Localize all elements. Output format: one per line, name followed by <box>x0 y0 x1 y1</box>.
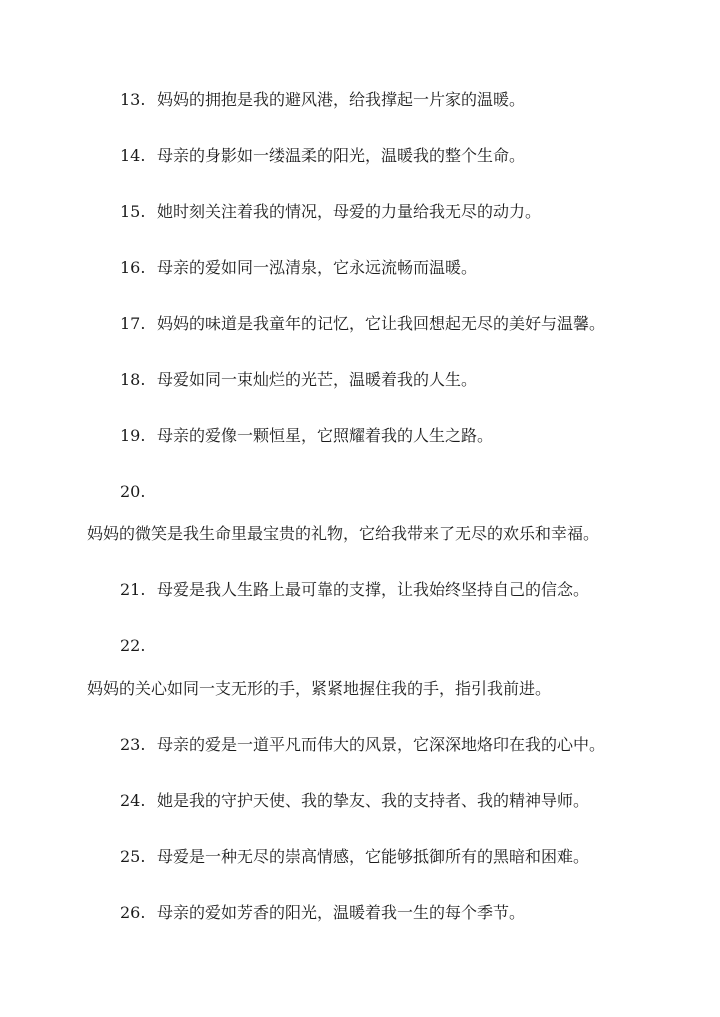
item-text: 母爱是我人生路上最可靠的支撑，让我始终坚持自己的信念。 <box>157 580 590 599</box>
list-item <box>120 735 605 755</box>
item-text: 母爱如同一束灿烂的光芒，温暖着我的人生。 <box>157 370 478 389</box>
item-number: 20. <box>120 482 146 501</box>
item-number: 22. <box>120 636 146 655</box>
item-text: 她是我的守护天使、我的挚友、我的支持者、我的精神导师。 <box>157 791 590 810</box>
item-text: 母亲的爱如芳香的阳光，温暖着我一生的每个季节。 <box>157 903 526 922</box>
item-number: 16. <box>120 258 146 277</box>
item-number: 13. <box>120 90 146 109</box>
list-item <box>120 146 525 166</box>
list-item <box>120 791 589 811</box>
item-number: 24. <box>120 791 146 810</box>
item-number: 26. <box>120 903 146 922</box>
item-text: 妈妈的微笑是我生命里最宝贵的礼物，它给我带来了无尽的欢乐和幸福。 <box>87 524 600 543</box>
item-text: 母亲的爱像一颗恒星，它照耀着我的人生之路。 <box>157 426 494 445</box>
item-number: 18. <box>120 370 146 389</box>
list-item <box>120 370 477 390</box>
list-item <box>120 847 589 867</box>
item-number: 23. <box>120 735 146 754</box>
list-item <box>120 90 525 110</box>
item-number: 17. <box>120 314 146 333</box>
item-number: 19. <box>120 426 146 445</box>
item-text: 妈妈的味道是我童年的记忆，它让我回想起无尽的美好与温馨。 <box>157 314 606 333</box>
item-number: 15. <box>120 202 146 221</box>
list-item <box>120 258 477 278</box>
list-item <box>120 426 493 446</box>
list-item <box>120 903 525 923</box>
item-text: 母亲的身影如一缕温柔的阳光，温暖我的整个生命。 <box>157 146 526 165</box>
list-item <box>120 580 589 600</box>
item-number: 21. <box>120 580 146 599</box>
item-text: 母爱是一种无尽的崇高情感，它能够抵御所有的黑暗和困难。 <box>157 847 590 866</box>
list-item <box>120 314 605 334</box>
item-text: 母亲的爱如同一泓清泉，它永远流畅而温暖。 <box>157 258 478 277</box>
item-text: 她时刻关注着我的情况，母爱的力量给我无尽的动力。 <box>157 202 542 221</box>
item-text: 母亲的爱是一道平凡而伟大的风景，它深深地烙印在我的心中。 <box>157 735 606 754</box>
item-number: 25. <box>120 847 146 866</box>
item-text: 妈妈的关心如同一支无形的手，紧紧地握住我的手，指引我前进。 <box>87 679 552 698</box>
list-item <box>120 202 541 222</box>
item-text: 妈妈的拥抱是我的避风港，给我撑起一片家的温暖。 <box>157 90 526 109</box>
item-number: 14. <box>120 146 146 165</box>
